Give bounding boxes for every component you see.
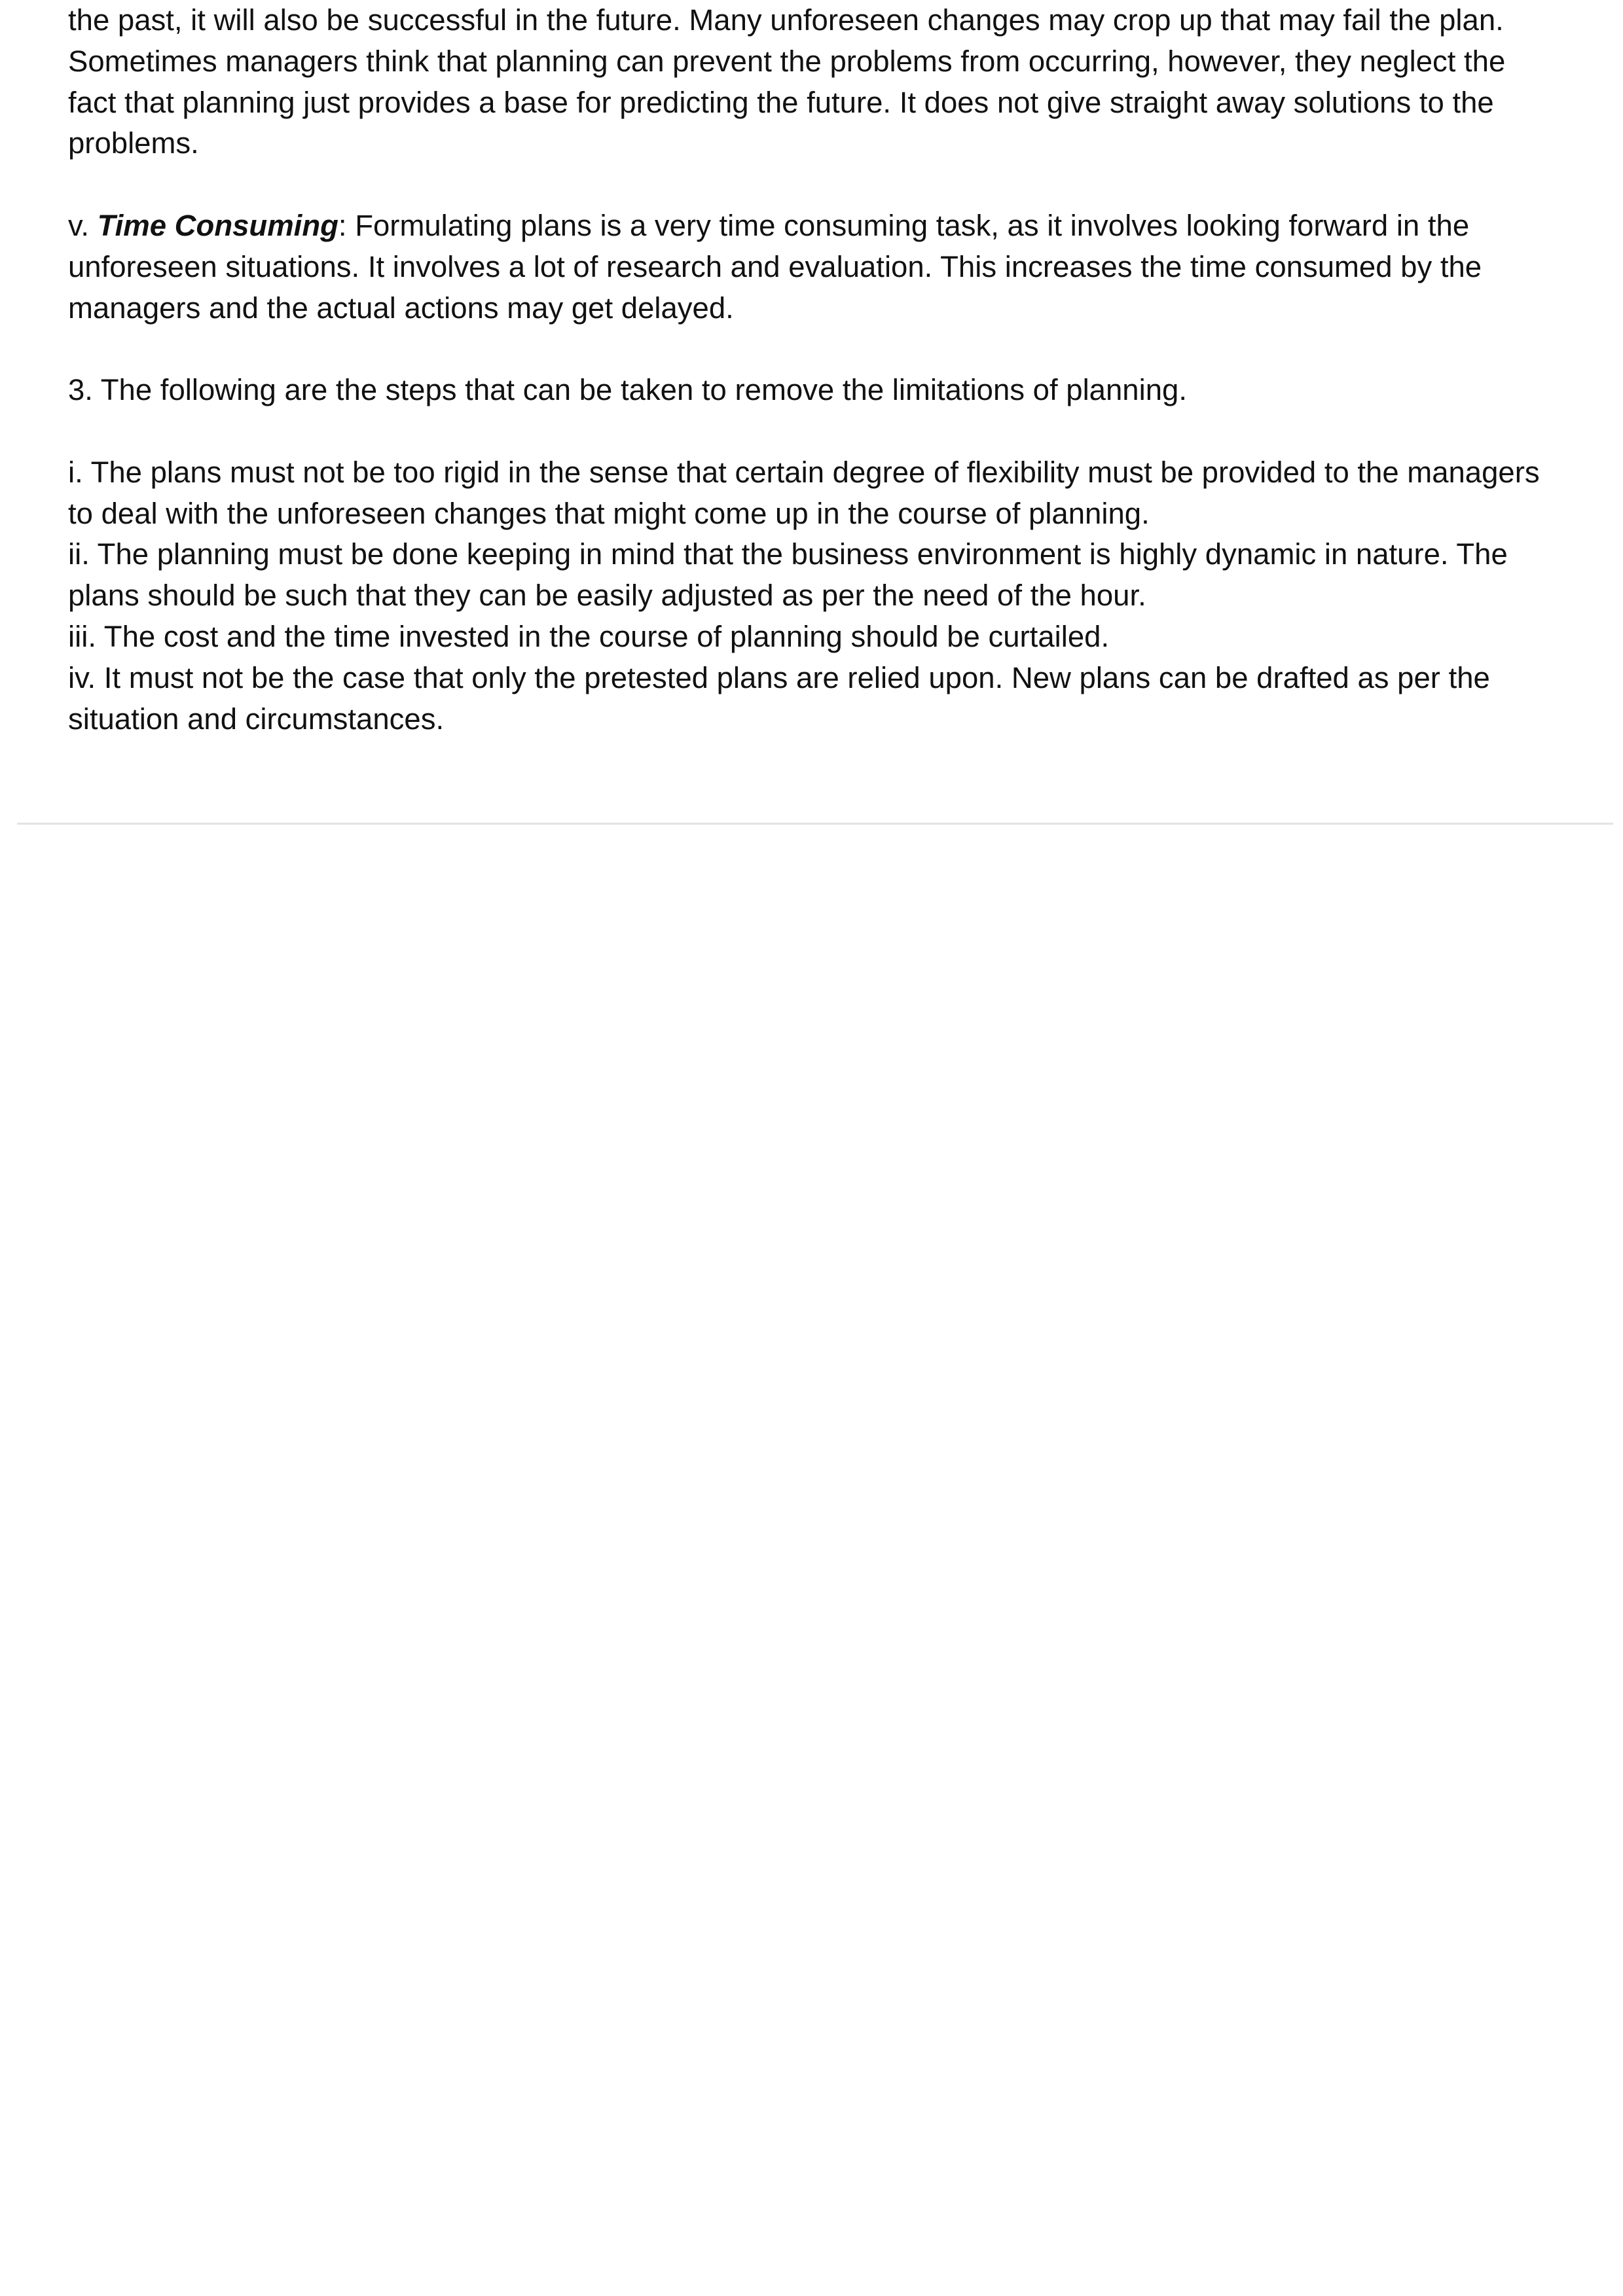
page-divider bbox=[17, 823, 1613, 825]
paragraph-spacer bbox=[68, 411, 1600, 452]
term-time-consuming: Time Consuming bbox=[97, 208, 338, 242]
paragraph-line: problems. bbox=[68, 126, 199, 160]
steps-heading: 3. The following are the steps that can be taken to remove the limitations of planning. bbox=[68, 373, 1187, 407]
steps-list bbox=[68, 452, 1600, 740]
list-item-line: iv. It must not be the case that only the pretested plans are relied upon. New plans can be drafted as per the bbox=[68, 660, 1490, 694]
steps-heading-paragraph bbox=[68, 370, 1600, 411]
paragraph-continuation bbox=[68, 0, 1600, 164]
list-marker: v. bbox=[68, 208, 98, 242]
list-item bbox=[68, 617, 1600, 658]
paragraph-line: fact that planning just provides a base for predicting the future. It does not give straight away solutions to the bbox=[68, 85, 1494, 119]
list-item-line: ii. The planning must be done keeping in mind that the business environment is highly dynamic in nature. The bbox=[68, 537, 1508, 571]
list-item bbox=[68, 534, 1600, 617]
paragraph-line bbox=[68, 206, 1600, 247]
paragraph-line: managers and the actual actions may get delayed. bbox=[68, 291, 734, 325]
list-item-line: iii. The cost and the time invested in the course of planning should be curtailed. bbox=[68, 619, 1110, 653]
paragraph-line: the past, it will also be successful in the future. Many unforeseen changes may crop up that may fail the plan. bbox=[68, 3, 1504, 37]
list-item bbox=[68, 452, 1600, 535]
document-body bbox=[68, 0, 1600, 740]
list-item-line: i. The plans must not be too rigid in the sense that certain degree of flexibility must be provided to the managers bbox=[68, 455, 1540, 489]
list-item-line: plans should be such that they can be easily adjusted as per the need of the hour. bbox=[68, 579, 1146, 613]
paragraph-time-consuming bbox=[68, 206, 1600, 329]
list-item-line: to deal with the unforeseen changes that might come up in the course of planning. bbox=[68, 496, 1150, 530]
paragraph-line: unforeseen situations. It involves a lot of research and evaluation. This increases the time consumed by the bbox=[68, 249, 1482, 283]
paragraph-text: : Formulating plans is a very time consuming task, as it involves looking forward in the bbox=[338, 208, 1470, 242]
paragraph-spacer bbox=[68, 164, 1600, 206]
list-item-line: situation and circumstances. bbox=[68, 702, 445, 736]
list-item bbox=[68, 658, 1600, 740]
paragraph-line: Sometimes managers think that planning can prevent the problems from occurring, however, they neglect the bbox=[68, 44, 1506, 78]
paragraph-spacer bbox=[68, 329, 1600, 370]
